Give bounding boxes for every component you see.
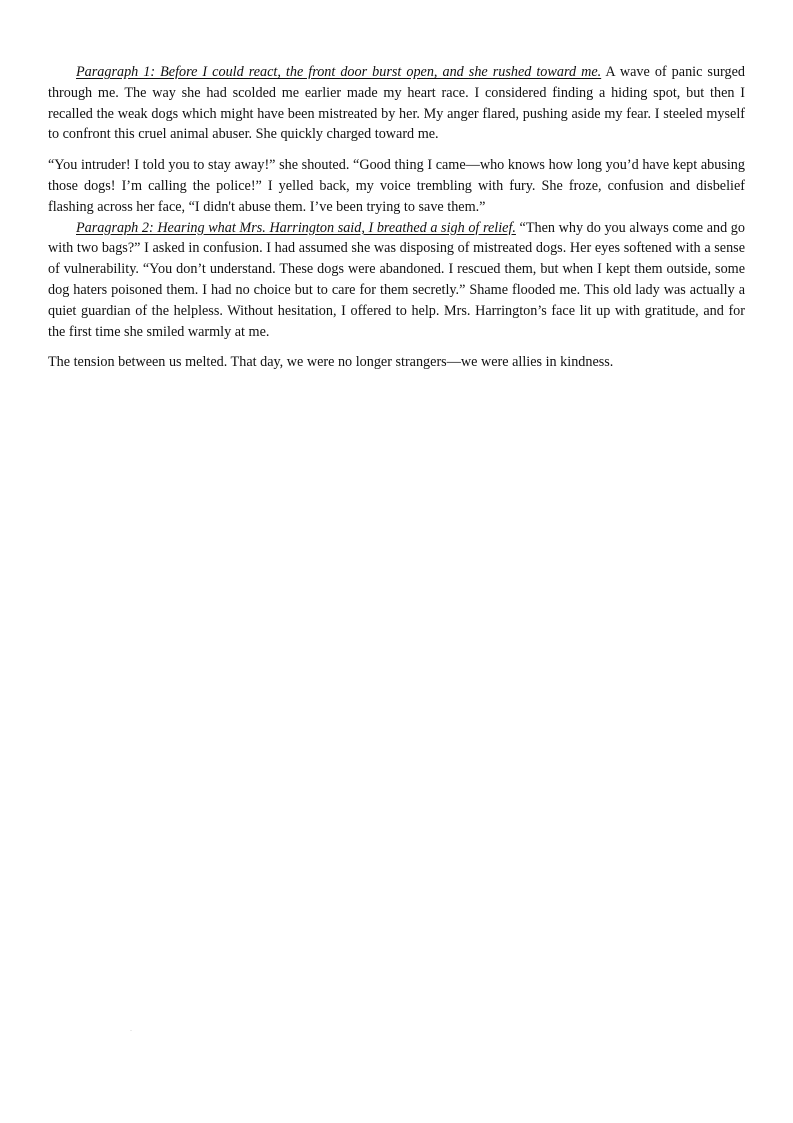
document-page <box>48 62 745 373</box>
paragraph-2-lead: Paragraph 2: Hearing what Mrs. Harrington said, I breathed a sigh of relief. <box>76 219 516 236</box>
dialogue-paragraph: “You intruder! I told you to stay away!” she shouted. “Good thing I came—who knows how long you’d have kept abusing those dogs! I’m calling the police!” I yelled back, my voice trembling with fury. She froze, confusion and disbelief flashing across her face, “I didn't abuse them. I’ve been trying to save them.” <box>48 157 745 215</box>
closing-paragraph: The tension between us melted. That day, we were no longer strangers—we were allies in kindness. <box>48 354 614 371</box>
paragraph-1 <box>48 62 745 145</box>
paragraph-1-body: A wave of panic surged through me. The way she had scolded me earlier made my heart race. I considered finding a hiding spot, but then I recalled the weak dogs which might have been mistreated by her. My anger flared, pushing aside my fear. I steeled myself to confront this cruel animal abuser. She quickly charged toward me. <box>48 64 745 143</box>
footer-mark: . <box>130 1024 132 1033</box>
paragraph-1-lead: Paragraph 1: Before I could react, the front door burst open, and she rushed toward me. <box>76 64 602 80</box>
paragraph-2 <box>48 218 745 343</box>
paragraph-2-body: “Then why do you always come and go with two bags?” I asked in confusion. I had assumed she was disposing of mistreated dogs. Her eyes softened with a sense of vulnerability. “You don’t understand. These dogs were abandoned. I rescued them, but when I kept them outside, some dog haters poisoned them. I had no choice but to care for them secretly.” Shame flooded me. This old lady was actually a quiet guardian of the helpless. Without hesitation, I offered to help. Mrs. Harrington’s face lit up with gratitude, and for the first time she smiled warmly at me. <box>48 219 745 340</box>
